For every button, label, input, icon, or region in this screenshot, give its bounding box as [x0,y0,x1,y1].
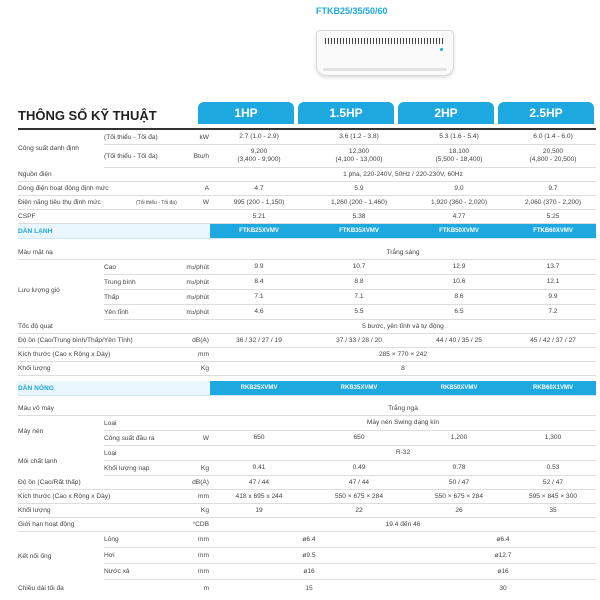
indoor-dimensions-unit: mm [198,351,209,358]
airflow-level: Cao [104,263,117,271]
outdoor-model: RKB60X1VMV [532,385,573,391]
airflow-value: 7.1 [254,293,264,301]
indoor-dimensions-value: 285 × 770 × 242 [378,350,428,358]
airflow-unit-sup: 3 [191,294,195,300]
outdoor-noise-row [18,476,596,490]
tab-1-5hp[interactable]: 1.5HP [298,102,394,124]
current-value: 9.7 [548,184,558,192]
airflow-value: 8.6 [454,293,464,301]
capacity-btu-range-value: (5,500 - 18,400) [435,156,483,163]
outdoor-weight-row [18,504,596,518]
outdoor-noise-value: 47 / 44 [348,478,370,486]
fan-speed-row [18,320,596,334]
refrigerant-charge-row [104,461,596,476]
airflow-level: Yên tĩnh [104,308,129,316]
airflow-unit-base: m [186,278,192,286]
airflow-value: 10.6 [452,278,466,286]
outdoor-weight-value: 35 [549,506,557,514]
outdoor-dimensions-label: Kích thước (Cao x Rộng x Dày) [18,493,111,500]
piping-row [104,548,596,564]
cspf-value: 5.38 [352,212,366,220]
refrigerant-type-value: R-32 [395,449,411,457]
current-label: Dòng điện hoạt động định mức [18,185,109,192]
consumption-label: Điện năng tiêu thụ định mức [18,199,101,206]
refrigerant-charge-value: 0.53 [546,464,560,472]
max-length-label: Chiều dài tối đa [18,585,64,592]
compressor-type-row [104,416,596,431]
indoor-noise-row [18,334,596,348]
airflow-unit [159,290,209,304]
airflow-value: 9.9 [254,263,264,271]
capacity-kw-value: 3.6 (1.2 - 3.8) [339,133,379,141]
piping-type: Nước xả [104,568,130,575]
airflow-value: 8.8 [354,278,364,286]
airflow-value: 13.7 [546,263,560,271]
airflow-unit-tail: /phút [194,278,209,286]
panel-color-label: Màu mặt nạ [18,249,53,256]
compressor-output-row [104,431,596,446]
indoor-section-row [18,224,596,239]
compressor-type-label: Loại [104,419,117,427]
cspf-row [18,210,596,224]
airflow-row [104,305,596,320]
casing-color-value: Trắng ngà [388,404,418,412]
indoor-model: FTKB35XVMV [339,228,379,234]
compressor-label: Máy nén [18,427,44,435]
capacity-btu-range: (Tối thiểu - Tối đa) [104,152,158,160]
outdoor-weight-value: 26 [455,506,463,514]
piping-type: Lỏng [104,536,119,543]
piping-value: ø6.4 [302,535,316,543]
outdoor-model: RKB50XVMV [440,385,478,391]
compressor-output-value: 1,200 [450,434,468,442]
airflow-value: 12.9 [452,263,466,271]
outdoor-model: RKB35XVMV [340,385,378,391]
cspf-label: CSPF [18,213,36,220]
indoor-dimensions-row [18,348,596,362]
airflow-unit-sup: 3 [191,264,195,270]
casing-color-label: Màu vỏ máy [18,405,54,412]
outdoor-weight-value: 19 [255,506,263,514]
max-length-row [18,581,596,596]
capacity-btu-value: 12,300 [348,148,370,156]
airflow-unit [159,260,209,274]
indoor-weight-unit: Kg [200,365,209,372]
refrigerant-type-label: Loại [104,449,117,457]
refrigerant-charge-value: 0.41 [252,464,266,472]
consumption-range: (Tối thiểu - Tối đa) [136,199,177,206]
outdoor-weight-value: 22 [355,506,363,514]
capacity-btu-cell [210,145,308,167]
capacity-btu-cell [410,145,508,167]
airflow-unit-sup: 3 [191,279,195,285]
refrigerant-type-row [104,446,596,461]
page-title: THÔNG SỐ KỸ THUẬT [18,108,157,123]
indoor-section-title: DÀN LẠNH [18,227,53,235]
indoor-dimensions-label: Kích thước (Cao x Rộng x Dày) [18,351,111,358]
airflow-row [104,260,596,275]
capacity-kw-value: 2.7 (1.0 - 2.9) [239,133,279,141]
consumption-row [18,196,596,210]
airflow-value: 8.4 [254,278,264,286]
capacity-btu-row [104,145,596,168]
outdoor-noise-value: 50 / 47 [448,478,470,486]
piping-unit: mm [198,552,209,559]
capacity-label: Công suất danh định [18,144,79,152]
outdoor-dimensions-value: 418 x 695 x 244 [235,492,283,500]
piping-row [104,564,596,580]
piping-unit: mm [198,536,209,543]
indoor-noise-value: 45 / 42 / 37 / 27 [530,336,576,344]
outdoor-noise-value: 52 / 47 [542,478,564,486]
max-length-unit: m [203,585,209,592]
airflow-row [104,290,596,305]
consumption-value: 2,060 (370 - 2,200) [524,198,582,206]
outdoor-dimensions-value: 550 × 675 × 284 [434,492,484,500]
outdoor-weight-unit: Kg [200,507,209,514]
current-value: 4.7 [254,184,264,192]
power-supply-row [18,168,596,182]
operating-range-unit: °CDB [192,521,209,528]
air-conditioner-image [316,30,454,76]
airflow-unit-base: m [186,263,192,271]
refrigerant-label: Môi chất lạnh [18,457,58,465]
max-length-value: 30 [499,584,507,592]
panel-color-value: Trắng sáng [386,248,420,256]
piping-value: ø16 [303,567,315,575]
current-row [18,182,596,196]
outdoor-noise-label: Độ ồn (Cao/Rất thấp) [18,479,81,486]
ac-indicator-light [440,48,443,51]
outdoor-dimensions-unit: mm [198,493,209,500]
capacity-kw-range: (Tối thiểu - Tối đa) [104,133,158,141]
capacity-kw-unit: kW [199,133,209,141]
refrigerant-charge-unit: Kg [200,464,209,472]
outdoor-model: RKB25XVMV [240,385,278,391]
airflow-unit [159,275,209,289]
capacity-btu-cell [510,145,596,167]
piping-unit: mm [198,568,209,575]
indoor-weight-label: Khối lượng [18,365,51,372]
capacity-btu-value: 9,200 [250,148,268,156]
model-series: FTKB25/35/50/60 [316,6,388,16]
outdoor-noise-unit: dB(A) [192,479,209,486]
piping-label: Kết nối ống [18,552,52,560]
piping-value: ø16 [497,567,509,575]
power-supply-value: 1 pha, 220-240V, 50Hz / 220-230V, 60Hz [343,170,463,178]
indoor-weight-row [18,362,596,376]
outdoor-dimensions-value: 550 × 675 × 284 [334,492,384,500]
indoor-noise-value: 44 / 40 / 35 / 25 [436,336,482,344]
airflow-level: Thấp [104,293,120,301]
capacity-btu-cell [310,145,408,167]
airflow-value: 7.1 [354,293,364,301]
operating-range-row [18,518,596,532]
fan-speed-value: 5 bước, yên tĩnh và tự động [362,322,444,330]
casing-color-row [18,402,596,416]
compressor-type-value: Máy nén Swing dạng kín [366,419,440,427]
capacity-btu-unit: Btu/h [193,152,209,160]
capacity-btu-range-value: (3,400 - 9,900) [237,156,281,163]
power-supply-label: Nguồn điện [18,171,52,178]
airflow-level: Trung bình [104,278,136,286]
compressor-output-value: 650 [253,434,265,442]
indoor-noise-label: Độ ồn (Cao/Trung bình/Thấp/Yên Tĩnh) [18,337,133,344]
outdoor-section-title: DÀN NÓNG [18,384,54,392]
tab-2hp[interactable]: 2HP [398,102,494,124]
outdoor-noise-value: 47 / 44 [248,478,270,486]
airflow-row [104,275,596,290]
tab-1hp[interactable]: 1HP [198,102,294,124]
piping-row [104,532,596,548]
capacity-btu-value: 18,100 [448,148,470,156]
consumption-value: 1,920 (360 - 2,020) [430,198,488,206]
cspf-value: 5.25 [546,212,560,220]
fan-speed-label: Tốc độ quạt [18,323,53,330]
ac-grille [325,38,443,44]
capacity-btu-value: 20,500 [542,148,564,156]
compressor-output-unit: W [202,434,209,442]
capacity-kw-value: 5.3 (1.6 - 5.4) [439,133,479,141]
capacity-btu-range-value: (4,800 - 20,500) [529,156,577,163]
airflow-unit-tail: /phút [194,263,209,271]
cspf-value: 4.77 [452,212,466,220]
compressor-output-value: 650 [353,434,365,442]
capacity-btu-range-value: (4,100 - 13,000) [335,156,383,163]
capacity-kw-row [104,130,596,145]
indoor-model: FTKB25XVMV [239,228,279,234]
operating-range-label: Giới hạn hoạt động [18,521,75,528]
current-unit: A [204,185,209,192]
indoor-weight-value: 8 [401,364,405,372]
airflow-value: 4.6 [254,308,264,316]
airflow-value: 7.2 [548,308,558,316]
panel-color-row [18,246,596,260]
airflow-unit-tail: /phút [194,293,209,301]
airflow-unit-tail: /phút [194,308,209,316]
airflow-value: 12.1 [546,278,560,286]
refrigerant-charge-value: 0.49 [352,464,366,472]
capacity-kw-value: 6.0 (1.4 - 6.0) [533,133,573,141]
airflow-value: 6.5 [454,308,464,316]
refrigerant-charge-value: 0.78 [452,464,466,472]
piping-value: ø9.5 [302,551,316,559]
airflow-label: Lưu lượng gió [18,286,60,294]
piping-value: ø6.4 [496,535,510,543]
indoor-noise-value: 37 / 33 / 28 / 20 [336,336,382,344]
outdoor-dimensions-row [18,490,596,504]
indoor-noise-unit: dB(A) [192,337,209,344]
indoor-model: FTKB50XVMV [439,228,479,234]
indoor-noise-value: 36 / 32 / 27 / 19 [236,336,282,344]
airflow-value: 9.9 [548,293,558,301]
operating-range-value: 19.4 đến 46 [385,520,421,528]
airflow-value: 10.7 [352,263,366,271]
consumption-unit: W [202,199,209,206]
tab-2-5hp[interactable]: 2.5HP [498,102,594,124]
compressor-output-value: 1,300 [544,434,562,442]
compressor-output-label: Công suất đầu ra [104,434,155,442]
max-length-value: 15 [305,584,313,592]
outdoor-dimensions-value: 595 × 845 × 300 [528,492,578,500]
airflow-unit [159,305,209,319]
airflow-unit-base: m [186,308,192,316]
piping-type: Hơi [104,552,115,559]
consumption-value: 995 (200 - 1,150) [233,198,285,206]
ac-flap [323,68,447,71]
airflow-unit-base: m [186,293,192,301]
outdoor-weight-label: Khối lượng [18,507,51,514]
indoor-model: FTKB60XVMV [533,228,573,234]
piping-value: ø12.7 [494,551,512,559]
current-value: 9.0 [454,184,464,192]
airflow-unit-sup: 3 [191,309,195,315]
airflow-value: 5.5 [354,308,364,316]
outdoor-section-row [18,381,596,396]
cspf-value: 5.21 [252,212,266,220]
refrigerant-charge-label: Khối lượng nạp [104,464,150,472]
consumption-value: 1,260 (200 - 1,460) [330,198,388,206]
current-value: 5.9 [354,184,364,192]
